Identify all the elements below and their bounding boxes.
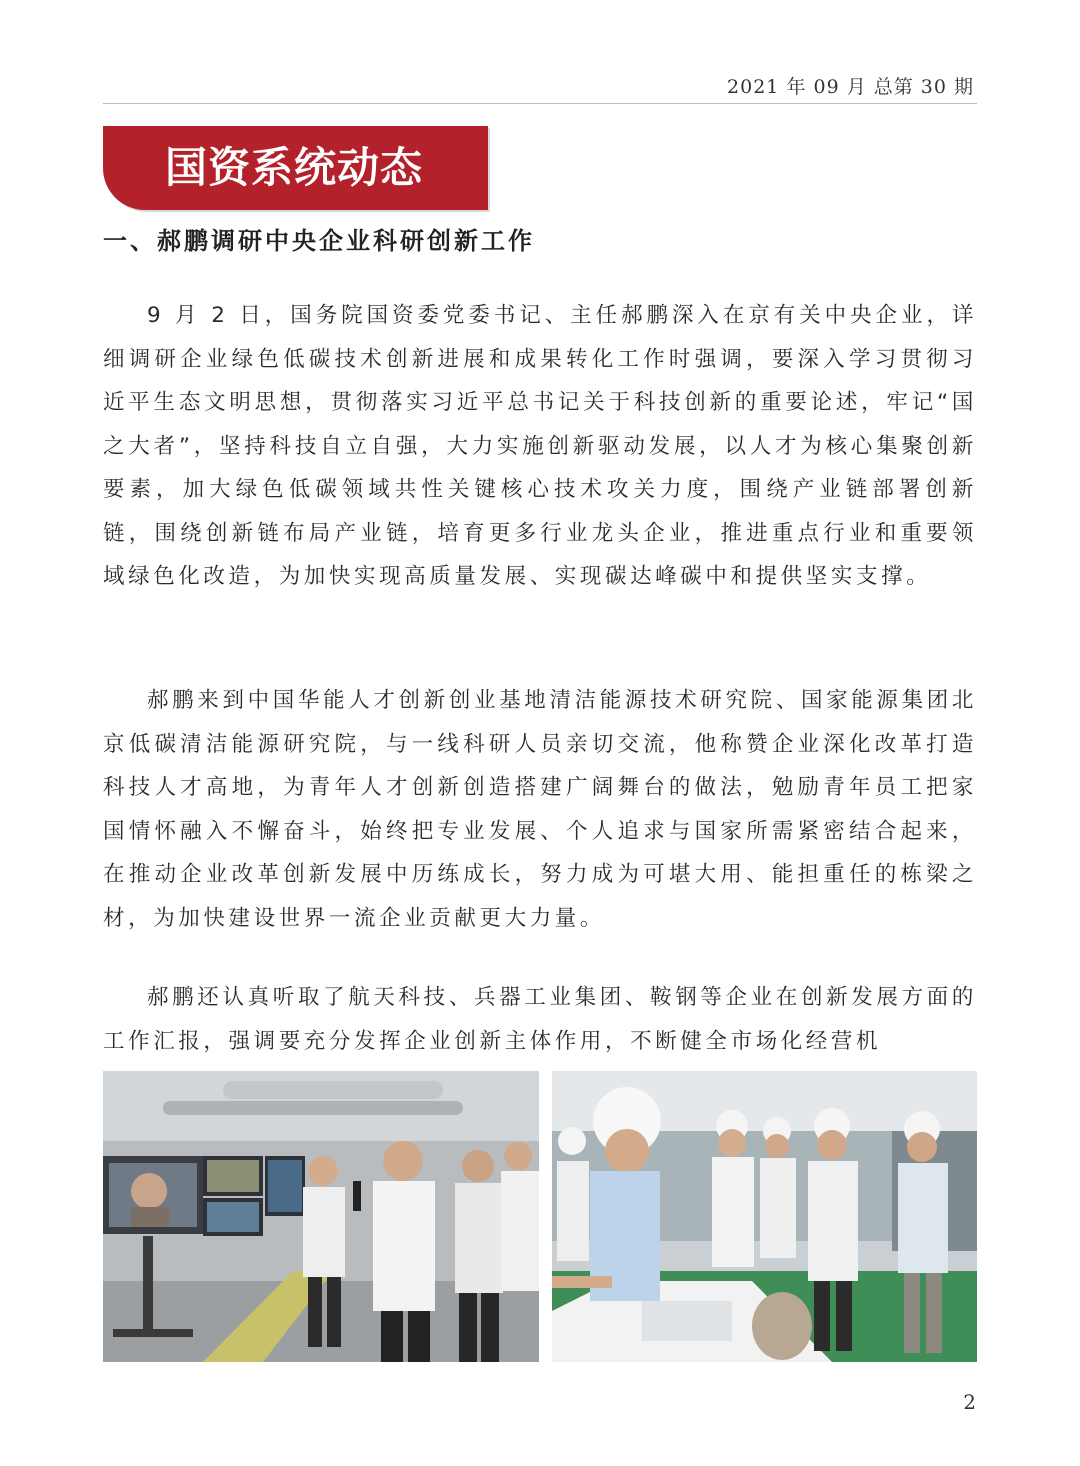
article-paragraph: 郝鹏还认真听取了航天科技、兵器工业集团、鞍钢等企业在创新发展方面的工作汇报，强调要充分发挥企业创新主体作用，不断健全市场化经营机 [103, 985, 977, 1054]
issue-label: 2021 年 09 月 总第 30 期 [727, 76, 974, 98]
page-number: 2 [963, 1390, 976, 1414]
header-divider [103, 103, 977, 104]
article-paragraph: 9 月 2 日，国务院国资委党委书记、主任郝鹏深入在京有关中央企业，详细调研企业绿色低碳技术创新进展和成果转化工作时强调，要深入学习贯彻习近平生态文明思想，贯彻落实习近平总书记关于科技创新的重要论述，牢记“国之大者”，坚持科技自立自强，大力实施创新驱动发展，以人才为核心集聚创新要素，加大绿色低碳领域共性关键核心技术攻关力度，围绕产业链部署创新链，围绕创新链布局产业链，培育更多行业龙头企业，推进重点行业和重要领域绿色化改造，为加快实现高质量发展、实现碳达峰碳中和提供坚实支撑。 [103, 303, 977, 589]
article-heading: 一、郝鹏调研中央企业科研创新工作 [103, 227, 535, 255]
section-banner [103, 126, 488, 210]
section-title: 国资系统动态 [165, 143, 424, 192]
article-paragraph: 郝鹏来到中国华能人才创新创业基地清洁能源技术研究院、国家能源集团北京低碳清洁能源研究院，与一线科研人员亲切交流，他称赞企业深化改革打造科技人才高地，为青年人才创新创造搭建广阔舞台的做法，勉励青年员工把家国情怀融入不懈奋斗，始终把专业发展、个人追求与国家所需紧密结合起来，在推动企业改革创新发展中历练成长，努力成为可堪大用、能担重任的栋梁之材，为加快建设世界一流企业贡献更大力量。 [103, 688, 977, 931]
photo-lab-video-call [103, 1071, 539, 1362]
photo-lab-inspection [552, 1071, 977, 1362]
